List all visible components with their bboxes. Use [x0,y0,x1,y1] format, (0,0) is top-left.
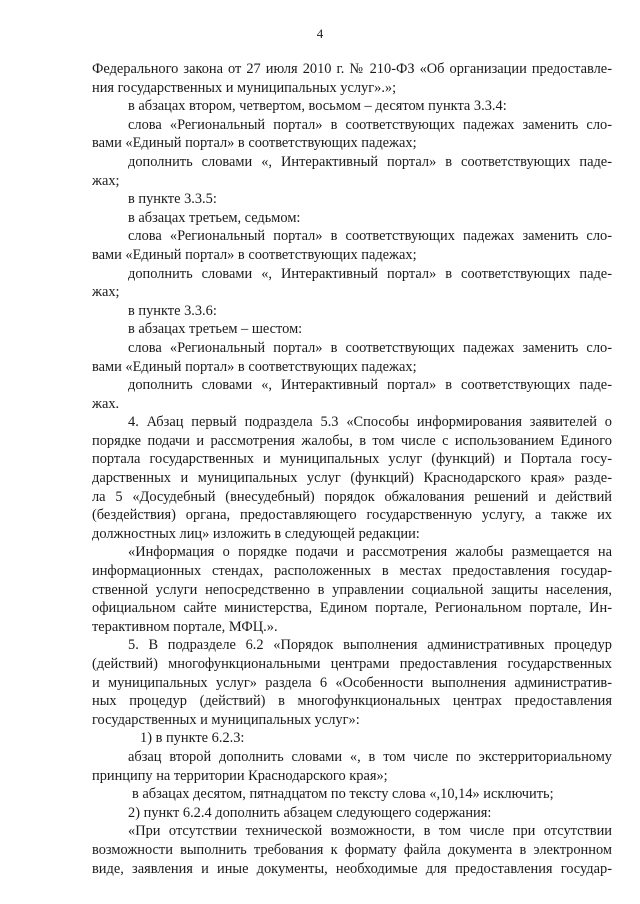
text-line: вами «Единый портал» в соответствующих падежах; [92,135,417,152]
text-line: 5. В подразделе 6.2 «Порядок выполнения административных процедур [128,637,612,654]
page-number: 4 [316,26,324,41]
text-line: дополнить словами «, Интерактивный портал» в соответствующих паде- [128,265,612,282]
text-line: ния государственных и муниципальных услуг».»; [92,79,397,96]
text-line: жах. [92,395,120,412]
document-body [92,60,612,878]
text-line: дополнить словами «, Интерактивный портал» в соответствующих паде- [128,377,612,394]
text-line: в абзацах втором, четвертом, восьмом – десятом пункта 3.3.4: [128,98,507,115]
text-line: в абзацах десятом, пятнадцатом по тексту слова «,10,14» исключить; [132,786,554,803]
text-line: вами «Единый портал» в соответствующих падежах; [92,358,417,375]
text-line: ла 5 «Досудебный (внесудебный) порядок обжалования решений и действий [92,488,612,505]
text-line: абзац второй дополнить словами «, в том числе по экстерриториальному [128,748,612,765]
text-line: государственных и муниципальных услуг»: [92,711,360,728]
text-line: информационных стендах, расположенных в местах предоставления государ- [92,563,612,580]
text-line: жах; [92,284,120,301]
text-line: «При отсутствии технической возможности, в том числе при отсутствии [128,823,612,840]
text-line: виде, заявления и иные документы, необходимые для предоставления государ- [92,860,612,877]
text-line: терактивном портале, МФЦ.». [92,618,278,635]
text-line: вами «Единый портал» в соответствующих падежах; [92,246,417,263]
text-line: 4. Абзац первый подраздела 5.3 «Способы информирования заявителей о [128,414,612,431]
text-line: принципу на территории Краснодарского края»; [92,767,388,784]
text-line: в пункте 3.3.6: [128,302,217,319]
text-line: официальном сайте министерства, Едином портале, Региональном портале, Ин- [92,600,612,617]
text-line: возможности выполнить требования к формату файла документа в электронном [92,841,612,858]
text-line: ных процедур (действий) в многофункциональных центрах предоставления [92,693,612,710]
text-line: должностных лиц» изложить в следующей редакции: [92,525,420,542]
text-line: дарственных и муниципальных услуг (функций) Краснодарского края» разде- [92,470,612,487]
text-line: и муниципальных услуг» раздела 6 «Особенности выполнения административ- [92,674,612,691]
text-line: слова «Региональный портал» в соответствующих падежах заменить сло- [128,116,612,133]
text-line: в абзацах третьем – шестом: [128,321,303,338]
text-line: 1) в пункте 6.2.3: [140,730,245,747]
text-line: ственной услуги непосредственно в управлении социальной защиты населения, [92,581,612,598]
text-line: жах; [92,172,120,189]
text-line: (действий) многофункциональными центрами предоставления государственных [92,656,612,672]
text-line: 2) пункт 6.2.4 дополнить абзацем следующего содержания: [128,804,492,821]
text-line: Федерального закона от 27 июля 2010 г. № 210-ФЗ «Об организации предоставле- [92,61,612,77]
text-line: дополнить словами «, Интерактивный портал» в соответствующих паде- [128,153,612,170]
text-line: слова «Региональный портал» в соответствующих падежах заменить сло- [128,339,612,356]
text-line: в пункте 3.3.5: [128,191,217,208]
text-line: (бездействия) органа, предоставляющего государственную услугу, а также их [92,507,612,524]
text-line: портала государственных и муниципальных услуг (функций) и Портала госу- [92,451,612,468]
text-line: слова «Региональный портал» в соответствующих падежах заменить сло- [128,228,612,245]
text-line: «Информация о порядке подачи и рассмотрения жалобы размещается на [128,544,612,561]
text-line: в абзацах третьем, седьмом: [128,209,301,226]
text-line: порядке подачи и рассмотрения жалобы, в том числе с использованием Единого [92,432,612,449]
